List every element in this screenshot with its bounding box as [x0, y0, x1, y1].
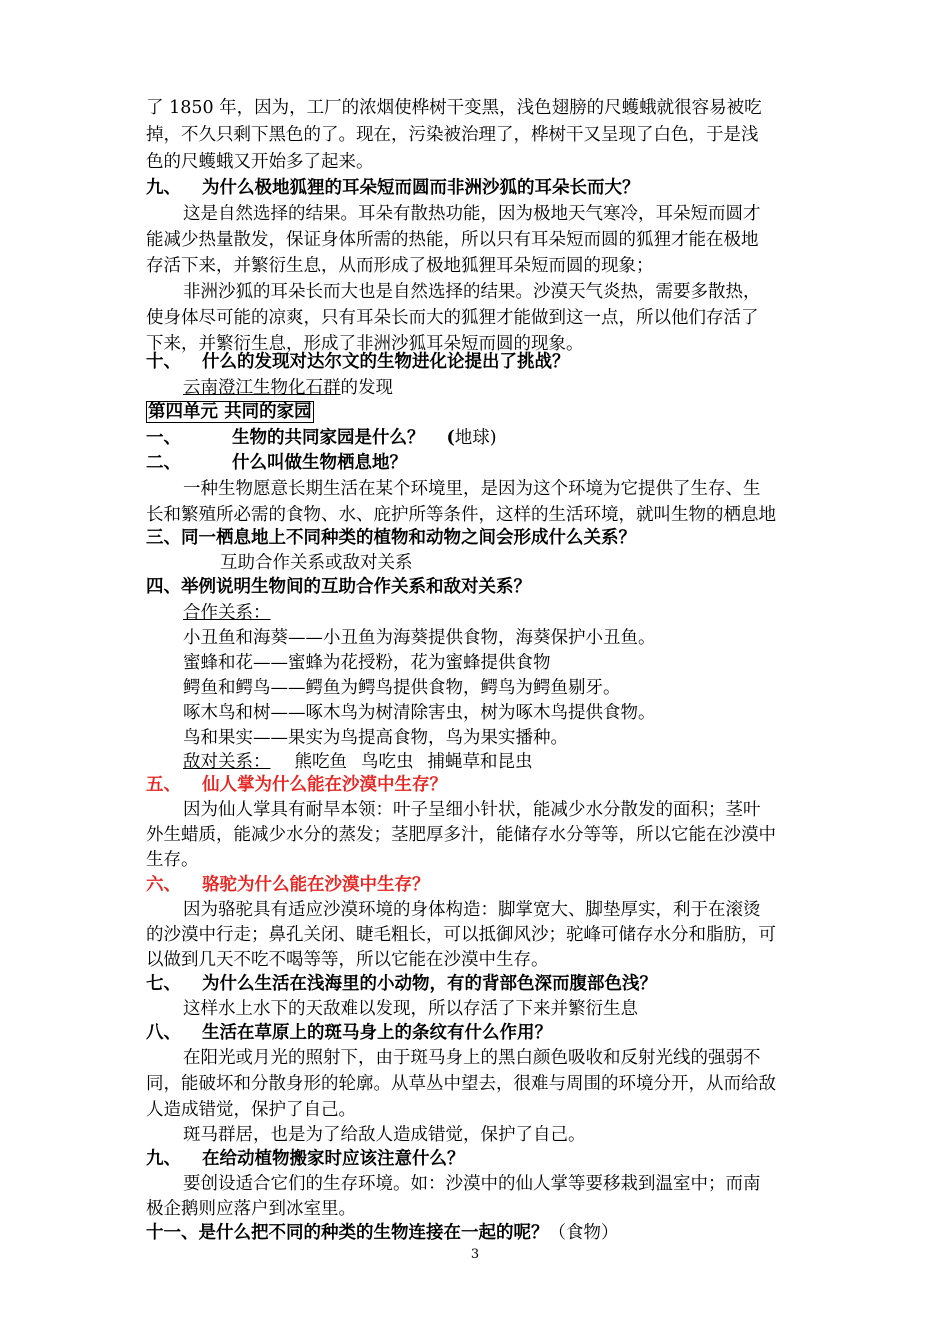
enemy-example: 捕蝇草和昆虫: [427, 752, 533, 772]
paragraph-line: 下来，并繁衍生息，形成了非洲沙狐耳朵短而圆的现象。: [146, 334, 584, 354]
question-text: 为什么极地狐狸的耳朵短而圆而非洲沙狐的耳朵长而大？: [202, 178, 640, 198]
question-heading: [146, 1221, 619, 1245]
paragraph-line: 生存。: [146, 850, 199, 870]
paragraph-line: 这样水上水下的天敌难以发现，所以存活了下来并繁衍生息: [183, 999, 638, 1019]
page-number: 3: [470, 1247, 480, 1262]
paragraph-line: 因为骆驼具有适应沙漠环境的身体构造：脚掌宽大、脚垫厚实，利于在滚烫: [183, 900, 761, 920]
paragraph-line: 斑马群居，也是为了给敌人造成错觉，保护了自己。: [183, 1125, 586, 1145]
paragraph-line: 了 1850 年，因为，工厂的浓烟使桦树干变黑，浅色翅膀的尺蠖蛾就很容易被吃: [146, 98, 762, 118]
answer-text: 地球): [454, 428, 497, 448]
question-heading: 四、举例说明生物间的互助合作关系和敌对关系？: [146, 577, 531, 597]
enemy-example: 鸟吃虫: [361, 752, 414, 772]
question-heading: [146, 350, 570, 374]
question-number: 八、: [146, 1023, 181, 1043]
question-number: 五、: [146, 775, 181, 795]
question-text: 仙人掌为什么能在沙漠中生存？: [202, 775, 447, 795]
question-number: 二、: [146, 453, 181, 473]
question-heading: [146, 972, 657, 996]
answer-text: （食物）: [548, 1223, 619, 1243]
underlined-answer: 云南澄江生物化石群: [183, 378, 341, 398]
example-line: 小丑鱼和海葵——小丑鱼为海葵提供食物，海葵保护小丑鱼。: [183, 628, 656, 648]
paragraph-line: 掉，不久只剩下黑色的了。现在，污染被治理了，桦树干又呈现了白色，于是浅: [146, 125, 759, 145]
question-heading: [146, 873, 430, 897]
paragraph-line: 因为仙人掌具有耐旱本领：叶子呈细小针状，能减少水分散发的面积；茎叶: [183, 800, 761, 820]
question-text: 生物的共同家园是什么？: [232, 428, 425, 448]
enemy-line: [183, 750, 533, 774]
paragraph-line: 同，能破坏和分散身形的轮廓。从草丛中望去，很难与周围的环境分开，从而给敌: [146, 1074, 776, 1094]
unit-heading: [146, 400, 314, 424]
question-text: 骆驼为什么能在沙漠中生存？: [202, 875, 430, 895]
question-text: 十一、是什么把不同的种类的生物连接在一起的呢？: [146, 1223, 549, 1243]
paragraph-line: 极企鹅则应落户到冰室里。: [146, 1199, 356, 1219]
paragraph-line: 要创设适合它们的生存环境。如：沙漠中的仙人掌等要移栽到温室中；而南: [183, 1174, 761, 1194]
question-number: 一、: [146, 428, 181, 448]
answer-line: [183, 376, 393, 400]
paragraph-line: 以做到几天不吃不喝等等，所以它能在沙漠中生存。: [146, 950, 549, 970]
paragraph-line: 存活下来，并繁衍生息，从而形成了极地狐狸耳朵短而圆的现象；: [146, 256, 654, 276]
paragraph-line: 在阳光或月光的照射下，由于斑马身上的黑白颜色吸收和反射光线的强弱不: [183, 1048, 761, 1068]
enemy-example: 熊吃鱼: [294, 752, 347, 772]
paragraph-line: 人造成错觉，保护了自己。: [146, 1100, 356, 1120]
example-line: 啄木鸟和树——啄木鸟为树清除害虫，树为啄木鸟提供食物。: [183, 703, 656, 723]
question-number: 九、: [146, 1149, 181, 1169]
question-text: 在给动植物搬家时应该注意什么？: [202, 1149, 465, 1169]
paragraph-line: 色的尺蠖蛾又开始多了起来。: [146, 152, 374, 172]
unit-title: 第四单元 共同的家园: [148, 402, 312, 422]
question-text: 什么叫做生物栖息地？: [232, 453, 407, 473]
example-line: 鸟和果实——果实为鸟提高食物，鸟为果实播种。: [183, 728, 568, 748]
question-heading: [146, 176, 640, 200]
question-heading: [146, 426, 497, 450]
question-heading: 三、同一栖息地上不同种类的植物和动物之间会形成什么关系？: [146, 528, 636, 548]
question-heading: [146, 1021, 552, 1045]
paragraph-line: 非洲沙狐的耳朵长而大也是自然选择的结果。沙漠天气炎热，需要多散热，: [183, 282, 761, 302]
paragraph-line: 这是自然选择的结果。耳朵有散热功能，因为极地天气寒冷，耳朵短而圆才: [183, 204, 761, 224]
question-heading: [146, 451, 407, 475]
question-number: 九、: [146, 178, 181, 198]
paragraph-line: 长和繁殖所必需的食物、水、庇护所等条件，这样的生活环境，就叫生物的栖息地: [146, 505, 776, 525]
answer-text: 的发现: [340, 378, 393, 398]
answer-line: 互助合作关系或敌对关系: [220, 553, 413, 573]
question-number: 十、: [146, 352, 181, 372]
example-line: 鳄鱼和鳄鸟——鳄鱼为鳄鸟提供食物，鳄鸟为鳄鱼剔牙。: [183, 678, 621, 698]
paragraph-line: 外生蜡质，能减少水分的蒸发；茎肥厚多汁，能储存水分等等，所以它能在沙漠中: [146, 825, 776, 845]
answer-paren: (: [446, 428, 455, 448]
question-heading: [146, 1147, 465, 1171]
question-text: 为什么生活在浅海里的小动物，有的背部色深而腹部色浅？: [202, 974, 657, 994]
question-text: 什么的发现对达尔文的生物进化论提出了挑战？: [202, 352, 570, 372]
question-heading: [146, 773, 447, 797]
question-number: 七、: [146, 974, 181, 994]
paragraph-line: 能减少热量散发，保证身体所需的热能，所以只有耳朵短而圆的狐狸才能在极地: [146, 230, 759, 250]
paragraph-line: 的沙漠中行走；鼻孔关闭、睫毛粗长，可以抵御风沙；驼峰可储存水分和脂肪，可: [146, 925, 776, 945]
coop-label: 合作关系：: [183, 603, 271, 623]
example-line: 蜜蜂和花——蜜蜂为花授粉，花为蜜蜂提供食物: [183, 653, 551, 673]
question-number: 六、: [146, 875, 181, 895]
paragraph-line: 一种生物愿意长期生活在某个环境里，是因为这个环境为它提供了生存、生: [183, 479, 761, 499]
enemy-label: 敌对关系：: [183, 752, 271, 772]
paragraph-line: 使身体尽可能的凉爽，只有耳朵长而大的狐狸才能做到这一点，所以他们存活了: [146, 308, 759, 328]
question-text: 生活在草原上的斑马身上的条纹有什么作用？: [202, 1023, 552, 1043]
